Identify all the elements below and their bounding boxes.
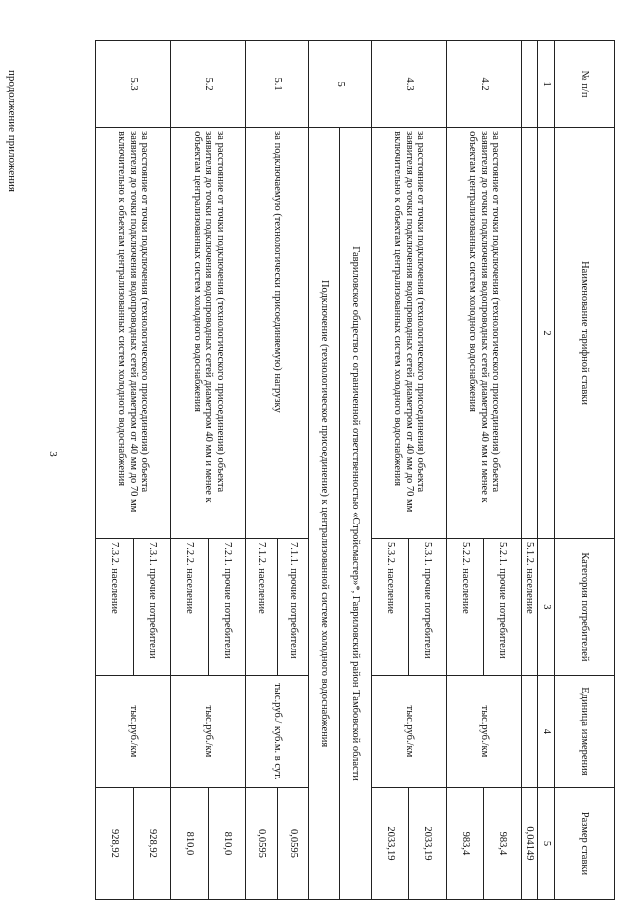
- row-number: 5.3: [96, 41, 171, 128]
- rate-cell: 2033,19: [371, 787, 409, 899]
- col-number-5: 5: [538, 787, 555, 899]
- rate-name: за расстояние от точки подключения (технологического присоединения) объекта заявителя до точки подключения водопроводных сетей диаметром 40 мм и менее к объектам централизованных систем холодного водоснабжения: [446, 128, 521, 539]
- category-cell: 7.1.1. прочие потребители: [277, 538, 308, 675]
- col-number-2: 2: [538, 128, 555, 539]
- page-number: 3: [46, 451, 59, 457]
- col-header-unit: Единица измерения: [555, 675, 615, 787]
- rate-name: за расстояние от точки подключения (технологического присоединения) объекта заявителя до точки подключения водопроводных сетей диаметром 40 мм и менее к объектам централизованных систем холодного водоснабжения: [171, 128, 246, 539]
- category-cell: 5.2.2. население: [446, 538, 484, 675]
- rate-name: за расстояние от точки подключения (технологического присоединения) объекта заявителя до точки подключения водопроводных сетей диаметром от 40 мм до 70 мм включительно к объектам централизованных систем холодного водоснабжения: [371, 128, 446, 539]
- row-number: 5: [309, 41, 372, 128]
- category-cell: 7.3.1. прочие потребители: [133, 538, 171, 675]
- category-cell: 7.2.2. население: [171, 538, 209, 675]
- unit-cell: тыс.руб./км: [171, 675, 246, 787]
- section-subtitle: Подключение (технологическое присоединение) к централизованной системе холодного водоснабжения: [309, 128, 340, 900]
- table-row: [340, 41, 371, 900]
- col-header-rate: Размер ставки: [555, 787, 615, 899]
- table-row: [133, 41, 171, 900]
- row-number: 5.2: [171, 41, 246, 128]
- row-number: 4.3: [371, 41, 446, 128]
- category-cell: 5.3.2. население: [371, 538, 409, 675]
- unit-cell: тыс.руб./км: [371, 675, 446, 787]
- rate-name: за расстояние от точки подключения (технологического присоединения) объекта заявителя до точки подключения водопроводных сетей диаметром от 40 мм до 70 мм включительно к объектам централизованных систем холодного водоснабжения: [96, 128, 171, 539]
- col-header-num: № п/п: [555, 41, 615, 128]
- tariff-table-rotated: [95, 40, 615, 900]
- tariff-table: [95, 40, 615, 900]
- rate-cell: 0,04149: [521, 787, 538, 899]
- category-cell: 7.2.1. прочие потребители: [208, 538, 246, 675]
- rate-cell: 0,0595: [277, 787, 308, 899]
- table-row: [409, 41, 447, 900]
- col-number-3: 3: [538, 538, 555, 675]
- table-row: [208, 41, 246, 900]
- row-number: 5.1: [246, 41, 309, 128]
- unit-cell: тыс.руб./ куб.м. в сут.: [246, 675, 309, 787]
- category-cell: 5.2.1. прочие потребители: [484, 538, 522, 675]
- organization-title: Гавриловское общество с ограниченной ответственностью «Стройсмастер»*, Гавриловский район Тамбовской области: [340, 128, 371, 900]
- header-number-row: [538, 41, 555, 900]
- rate-cell: 928,92: [96, 787, 134, 899]
- category-cell: 5.1.2. население: [521, 538, 538, 675]
- header-row: [555, 41, 615, 900]
- rate-cell: 928,92: [133, 787, 171, 899]
- continuation-note: продолжение приложения: [6, 70, 18, 192]
- category-cell: 7.3.2. население: [96, 538, 134, 675]
- rate-cell: 983,4: [446, 787, 484, 899]
- category-cell: 7.1.2. население: [246, 538, 277, 675]
- category-cell: 5.3.1. прочие потребители: [409, 538, 447, 675]
- rate-name: за подключаемую (технологически присоединяемую) нагрузку: [246, 128, 309, 539]
- unit-cell: тыс.руб./км: [446, 675, 521, 787]
- rate-cell: 0,0595: [246, 787, 277, 899]
- col-number-1: 1: [538, 41, 555, 128]
- table-row: [309, 41, 340, 900]
- rate-cell: 810,0: [171, 787, 209, 899]
- table-row: [277, 41, 308, 900]
- table-row: [521, 41, 538, 900]
- col-header-category: Категория потребителей: [555, 538, 615, 675]
- rate-cell: 983,4: [484, 787, 522, 899]
- col-number-4: 4: [538, 675, 555, 787]
- rate-cell: 2033,19: [409, 787, 447, 899]
- row-number: 4.2: [446, 41, 521, 128]
- col-header-name: Наименование тарифной ставки: [555, 128, 615, 539]
- table-row: [484, 41, 522, 900]
- unit-cell: тыс.руб./км: [96, 675, 171, 787]
- rate-cell: 810,0: [208, 787, 246, 899]
